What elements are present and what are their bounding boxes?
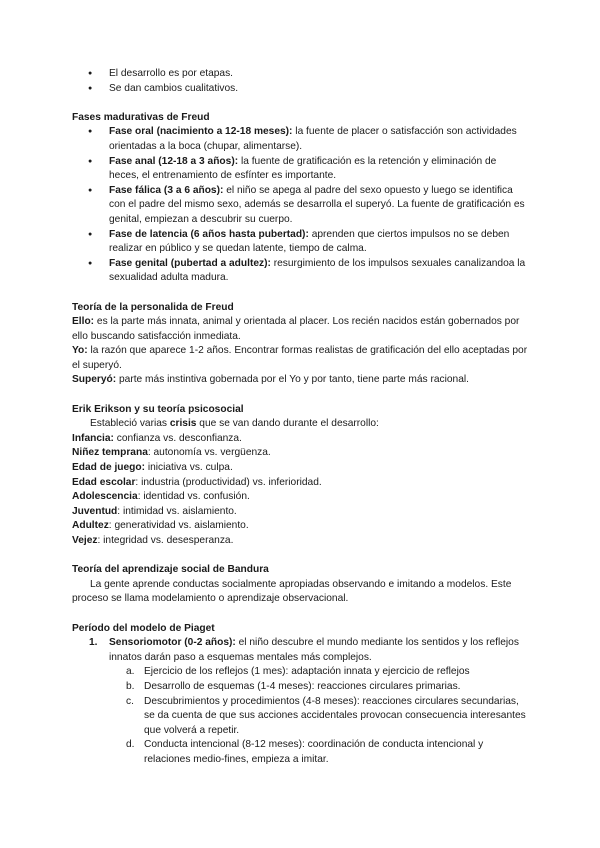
document-page (72, 67, 528, 768)
list-item: ● Fase genital (pubertad a adultez): resurgimiento de los impulsos sexuales canalizandoa la sexualidad adulta madura. (72, 257, 528, 286)
section-title-bandura: Teoría del aprendizaje social de Bandura (72, 564, 269, 576)
list-item: ● El desarrollo es por etapas. (72, 67, 528, 82)
paragraph: Vejez: integridad vs. desesperanza. (72, 535, 234, 546)
list-item: c. Descubrimientos y procedimientos (4-8 meses): reacciones circulares secundarias, se da cuenta de que sus acciones accidentales provocan consecuencia interesantes que volverá a repetir. (126, 695, 526, 736)
paragraph: Niñez temprana: autonomía vs. vergüenza. (72, 447, 271, 459)
paragraph: La gente aprende conductas socialmente apropiadas observando e imitando a modelos. Este proceso se llama modelamiento o aprendizaje observacional. (72, 578, 512, 605)
paragraph: Superyó: parte más instintiva gobernada por el Yo y por tanto, tiene parte más racional. (72, 374, 469, 386)
list-item: ● Se dan cambios cualitativos. (72, 82, 528, 97)
section-title-piaget: Período del modelo de Piaget (72, 622, 215, 634)
section-title-erikson: Erik Erikson y su teoría psicosocial (72, 403, 244, 415)
paragraph: Ello: es la parte más innata, animal y orientada al placer. Los recién nacidos están gobernados por ello buscando satisfacción inmediata. (72, 316, 520, 342)
paragraph: Infancia: confianza vs. desconfianza. (72, 432, 242, 444)
list-item: d. Conducta intencional (8-12 meses): coordinación de conducta intencional y relaciones medio-fines, empieza a imitar. (126, 739, 484, 765)
freud-phases-list (72, 125, 528, 286)
list-number: 1. (89, 637, 98, 649)
paragraph: Adolescencia: identidad vs. confusión. (72, 491, 250, 503)
paragraph: Edad de juego: iniciativa vs. culpa. (72, 462, 233, 474)
section-title-freud-phases: Fases madurativas de Freud (72, 111, 210, 123)
paragraph: Edad escolar: industria (productividad) vs. inferioridad. (72, 476, 322, 488)
piaget-substage-list (72, 665, 528, 767)
piaget-stage-list (72, 636, 528, 665)
list-item: b. Desarrollo de esquemas (1-4 meses): reacciones circulares primarias. (126, 680, 461, 692)
section-title-freud-personality: Teoría de la personalida de Freud (72, 301, 234, 313)
list-item: a. Ejercicio de los reflejos (1 mes): adaptación innata y ejercicio de reflejos (126, 666, 470, 678)
list-item: ● Fase anal (12-18 a 3 años): la fuente de gratificación es la retención y eliminación de heces, el entrenamiento de esfínter es importante. (72, 155, 528, 184)
intro-bullet-list (72, 67, 528, 96)
list-item: ● Fase oral (nacimiento a 12-18 meses): la fuente de placer o satisfacción son actividades orientadas a la boca (chupar, alimentarse). (72, 125, 528, 154)
paragraph: Estableció varias crisis que se van dando durante el desarrollo: (90, 418, 379, 430)
paragraph: Juventud: intimidad vs. aislamiento. (72, 505, 237, 517)
list-item: 1. Sensoriomotor (0-2 años): el niño descubre el mundo mediante los sentidos y los reflejos innatos darán paso a esquemas mentales más complejos. (89, 637, 519, 663)
list-item: ● Fase de latencia (6 años hasta pubertad): aprenden que ciertos impulsos no se deben realizar en público y se quedan latente, tiempo de calma. (72, 228, 528, 257)
paragraph: Yo: la razón que aparece 1-2 años. Encontrar formas realistas de gratificación del ello aceptadas por el superyó. (72, 345, 528, 371)
paragraph: Adultez: generatividad vs. aislamiento. (72, 520, 249, 532)
list-item: ● Fase fálica (3 a 6 años): el niño se apega al padre del sexo opuesto y luego se identifica con el padre del mismo sexo, además se desarrolla el superyó. La fuente de gratificación es genital, empiezan a descubrir su cuerpo. (72, 184, 528, 228)
